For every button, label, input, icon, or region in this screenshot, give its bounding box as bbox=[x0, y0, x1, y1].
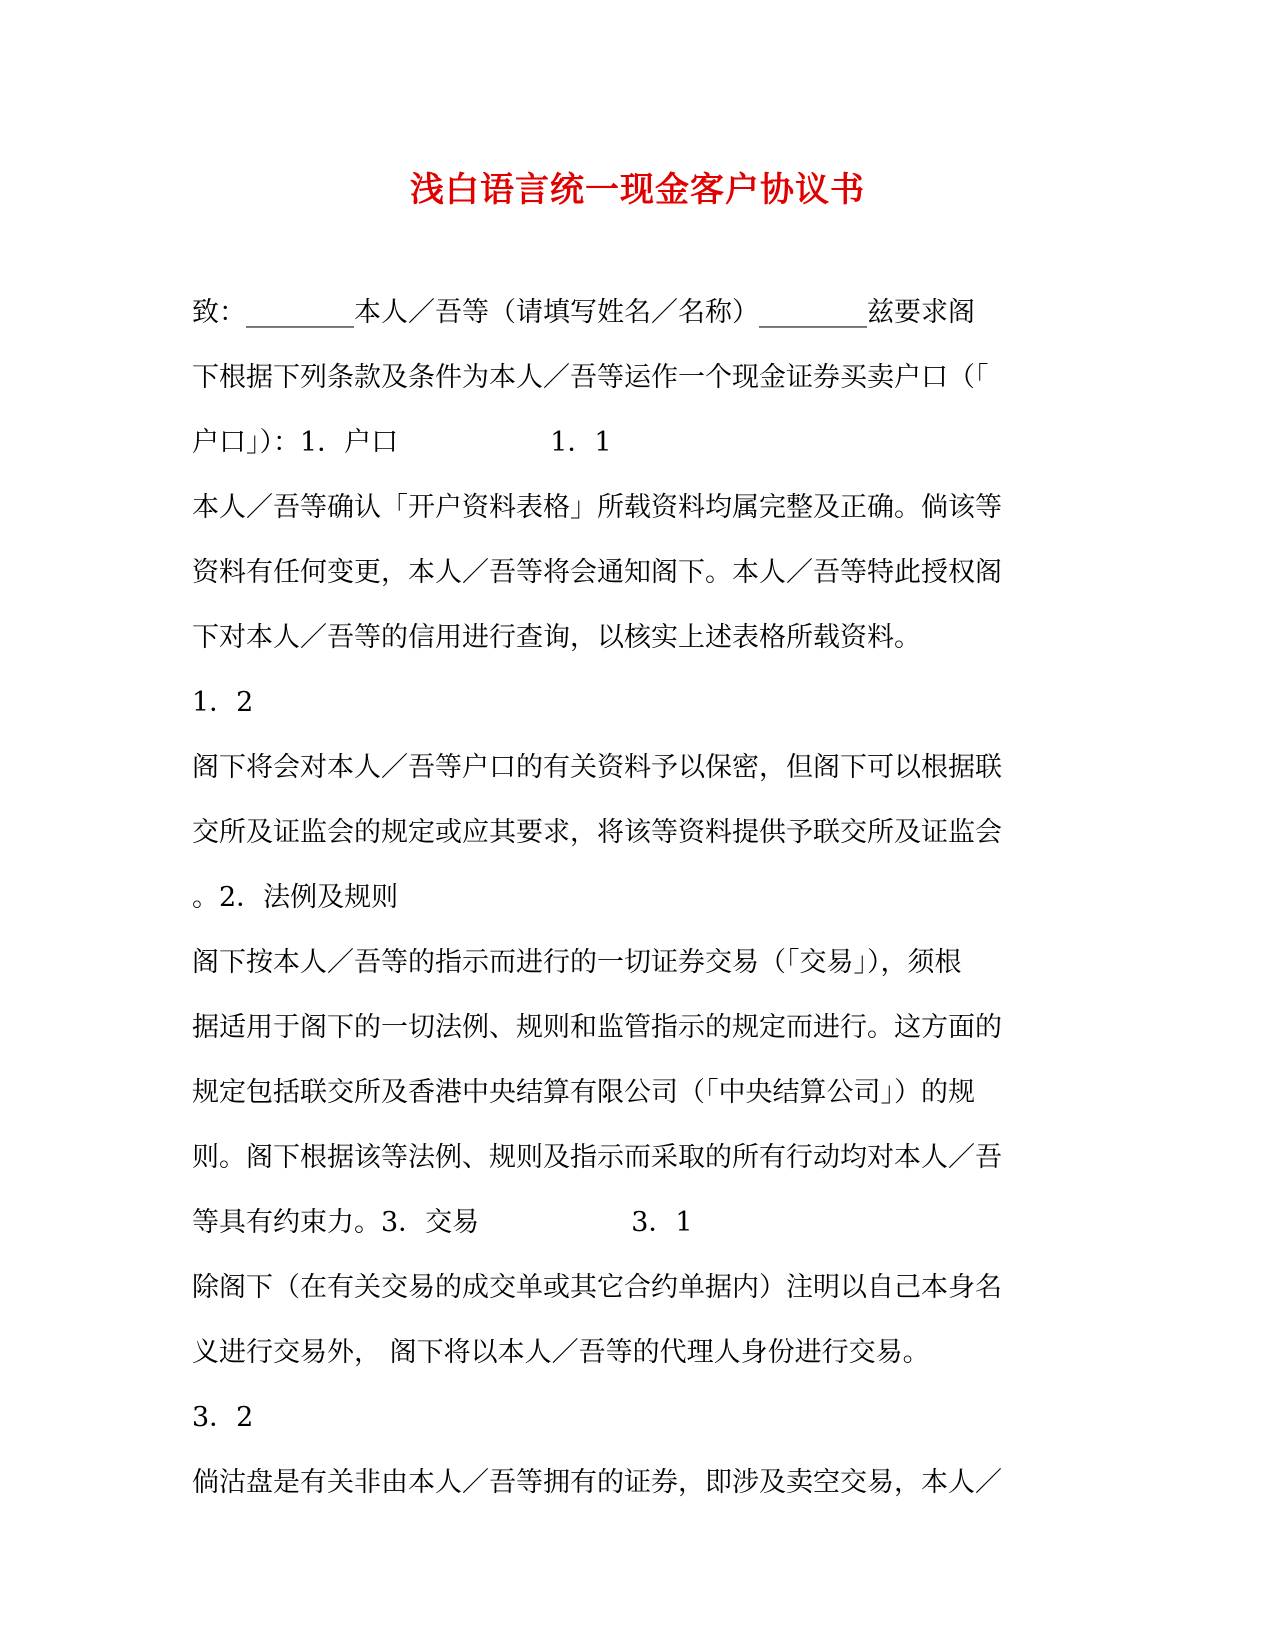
paragraph-line: 致：________本人／吾等（请填写姓名／名称）________兹要求阁 bbox=[192, 297, 975, 328]
clause-number: 3．1 bbox=[631, 1207, 693, 1238]
paragraph-line: 。2．法例及规则 bbox=[192, 882, 399, 913]
clause-number: 1．1 bbox=[550, 427, 612, 458]
paragraph-line: 阁下将会对本人／吾等户口的有关资料予以保密，但阁下可以根据联 bbox=[192, 752, 1002, 783]
paragraph-line: 规定包括联交所及香港中央结算有限公司（「中央结算公司」）的规 bbox=[192, 1077, 975, 1108]
clause-number: 1．2 bbox=[192, 687, 254, 718]
paragraph-line: 下根据下列条款及条件为本人／吾等运作一个现金证券买卖户口（「 bbox=[192, 362, 989, 393]
clause-number: 3．2 bbox=[192, 1402, 254, 1433]
paragraph-line: 倘沽盘是有关非由本人／吾等拥有的证券，即涉及卖空交易，本人／ bbox=[192, 1467, 1002, 1498]
paragraph-line: 下对本人／吾等的信用进行查询，以核实上述表格所载资料。 bbox=[192, 622, 921, 653]
document-body bbox=[192, 280, 1072, 1515]
paragraph-line: 本人／吾等确认「开户资料表格」所载资料均属完整及正确。倘该等 bbox=[192, 492, 1002, 523]
paragraph-line: 阁下按本人／吾等的指示而进行的一切证券交易（「交易」），须根 bbox=[192, 947, 962, 978]
paragraph-line bbox=[192, 410, 1072, 475]
section-heading: 户口」）：1．户口 bbox=[192, 427, 399, 458]
paragraph-line: 义进行交易外， 阁下将以本人／吾等的代理人身份进行交易。 bbox=[192, 1337, 930, 1368]
paragraph-line: 据适用于阁下的一切法例、规则和监管指示的规定而进行。这方面的 bbox=[192, 1012, 1002, 1043]
paragraph-line: 除阁下（在有关交易的成交单或其它合约单据内）注明以自己本身名 bbox=[192, 1272, 1002, 1303]
document-title: 浅白语言统一现金客户协议书 bbox=[410, 170, 865, 210]
paragraph-line: 资料有任何变更，本人／吾等将会通知阁下。本人／吾等特此授权阁 bbox=[192, 557, 1002, 588]
section-heading: 等具有约束力。3．交易 bbox=[192, 1207, 480, 1238]
paragraph-line: 则。阁下根据该等法例、规则及指示而采取的所有行动均对本人／吾 bbox=[192, 1142, 1002, 1173]
paragraph-line bbox=[192, 1190, 1072, 1255]
paragraph-line: 交所及证监会的规定或应其要求，将该等资料提供予联交所及证监会 bbox=[192, 817, 1002, 848]
